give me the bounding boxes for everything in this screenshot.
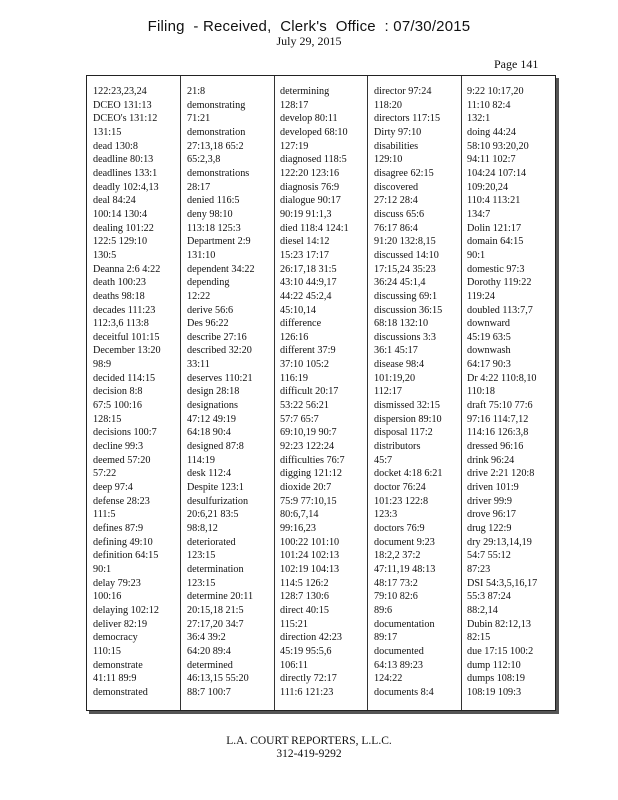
- index-entry: dump 112:10: [467, 659, 521, 671]
- index-entry: DCEO's 131:12: [93, 113, 158, 125]
- page-number: Page 141: [494, 57, 539, 71]
- index-entry: 11:10 82:4: [467, 99, 511, 111]
- index-entry: 98:9: [93, 359, 112, 371]
- index-entry: 122:5 129:10: [93, 236, 148, 248]
- index-entry: Dorothy 119:22: [467, 277, 532, 289]
- index-entry: 124:22: [374, 673, 403, 685]
- index-entry: 101:19,20: [374, 372, 416, 384]
- index-entry: determination: [187, 563, 244, 575]
- index-entry: dialogue 90:17: [280, 195, 341, 207]
- index-entry: downwash: [467, 345, 511, 357]
- index-entry: deaths 98:18: [93, 290, 145, 302]
- index-entry: 114:5 126:2: [280, 577, 329, 589]
- index-entry: domestic 97:3: [467, 263, 525, 275]
- page-header: [0, 18, 618, 49]
- index-entry: dumps 108:19: [467, 673, 526, 685]
- index-entry: deadline 80:13: [93, 154, 154, 166]
- index-entry: 20:15,18 21:5: [187, 604, 244, 616]
- index-entry: 106:11: [280, 659, 308, 671]
- index-entry: 36:24 45:1,4: [374, 277, 426, 289]
- index-column-2: [187, 85, 273, 700]
- index-entry: 130:5: [93, 249, 117, 261]
- index-entry: defining 49:10: [93, 536, 153, 548]
- index-column-3: [280, 85, 366, 700]
- index-entry: drink 96:24: [467, 454, 515, 466]
- column-divider: [180, 76, 181, 710]
- index-entry: 94:11 102:7: [467, 154, 516, 166]
- index-entry: determine 20:11: [187, 591, 254, 603]
- index-entry: doing 44:24: [467, 126, 516, 138]
- index-entry: 123:15: [187, 577, 216, 589]
- index-entry: 46:13,15 55:20: [187, 673, 249, 685]
- index-entry: 64:13 89:23: [374, 659, 423, 671]
- index-entry: deadlines 133:1: [93, 167, 158, 179]
- index-entry: dispersion 89:10: [374, 413, 442, 425]
- index-entry: directly 72:17: [280, 673, 337, 685]
- index-entry: 101:23 122:8: [374, 495, 429, 507]
- index-entry: document 9:23: [374, 536, 435, 548]
- index-entry: 128:17: [280, 99, 309, 111]
- index-entry: defines 87:9: [93, 523, 144, 534]
- index-entry: different 37:9: [280, 345, 336, 357]
- index-entry: 69:10,19 90:7: [280, 427, 337, 439]
- index-entry: deteriorated: [187, 536, 236, 548]
- index-entry: 44:22 45:2,4: [280, 290, 332, 302]
- index-entry: 57:7 65:7: [280, 413, 319, 425]
- index-entry: drove 96:17: [467, 509, 516, 521]
- index-entry: 76:17 86:4: [374, 222, 418, 234]
- index-entry: doctors 76:9: [374, 523, 425, 534]
- index-entry: doctor 76:24: [374, 482, 426, 494]
- index-entry: director 97:24: [374, 86, 432, 97]
- index-entry: 91:20 132:8,15: [374, 236, 436, 248]
- index-entry: docket 4:18 6:21: [374, 468, 443, 480]
- index-entry: diesel 14:12: [280, 236, 330, 248]
- index-entry: 58:10 93:20,20: [467, 140, 529, 152]
- index-entry: 110:18: [467, 386, 495, 398]
- index-entry: 111:5: [93, 509, 116, 521]
- index-entry: Despite 123:1: [187, 482, 244, 494]
- index-entry: 88:7 100:7: [187, 686, 231, 698]
- index-entry: depending: [187, 277, 230, 289]
- index-entry: delay 79:23: [93, 577, 141, 589]
- index-entry: denied 116:5: [187, 195, 240, 207]
- index-entry: 90:19 91:1,3: [280, 208, 332, 220]
- index-entry: 47:12 49:19: [187, 413, 236, 425]
- word-index-box: [86, 75, 556, 711]
- index-entry: derive 56:6: [187, 304, 234, 316]
- index-entry: 65:2,3,8: [187, 154, 221, 166]
- index-entry: 110:15: [93, 645, 121, 657]
- index-entry: dependent 34:22: [187, 263, 255, 275]
- reporter-phone: 312-419-9292: [276, 748, 342, 760]
- index-entry: 97:16 114:7,12: [467, 413, 529, 425]
- index-entry: 20:6,21 83:5: [187, 509, 239, 521]
- index-entry: decline 99:3: [93, 441, 144, 453]
- index-entry: 45:10,14: [280, 304, 316, 316]
- index-entry: 45:7: [374, 454, 393, 466]
- index-entry: Des 96:22: [187, 318, 229, 330]
- index-entry: 53:22 56:21: [280, 400, 329, 412]
- index-entry: 89:6: [374, 604, 393, 616]
- index-entry: 98:8,12: [187, 523, 218, 534]
- index-entry: direct 40:15: [280, 604, 329, 616]
- index-entry: democracy: [93, 632, 138, 644]
- index-entry: defense 28:23: [93, 495, 150, 507]
- index-entry: 119:24: [467, 290, 495, 302]
- index-entry: DCEO 131:13: [93, 99, 152, 111]
- index-entry: documented: [374, 645, 424, 657]
- index-entry: demonstrations: [187, 167, 250, 179]
- index-entry: deliver 82:19: [93, 618, 148, 630]
- index-entry: Dubin 82:12,13: [467, 618, 531, 630]
- index-entry: 75:9 77:10,15: [280, 495, 337, 507]
- index-entry: described 32:20: [187, 345, 252, 357]
- index-entry: 18:2,2 37:2: [374, 550, 421, 562]
- index-entry: 90:1: [467, 249, 486, 261]
- index-entry: diagnosed 118:5: [280, 154, 347, 166]
- index-entry: 128:7 130:6: [280, 591, 329, 603]
- index-entry: design 28:18: [187, 386, 240, 398]
- index-entry: 110:4 113:21: [467, 195, 521, 207]
- index-entry: drive 2:21 120:8: [467, 468, 535, 480]
- index-column-5: [467, 85, 553, 700]
- index-entry: deep 97:4: [93, 482, 133, 494]
- index-entry: 88:2,14: [467, 604, 498, 616]
- index-entry: Deanna 2:6 4:22: [93, 263, 161, 275]
- index-entry: 54:7 55:12: [467, 550, 511, 562]
- index-entry: determined: [187, 659, 233, 671]
- index-entry: draft 75:10 77:6: [467, 400, 533, 412]
- filing-stamp: Filing - Received, Clerk's Office : 07/30/2015: [147, 18, 471, 35]
- index-entry: 36:1 45:17: [374, 345, 418, 357]
- index-entry: 71:21: [187, 113, 211, 125]
- index-entry: 80:6,7,14: [280, 509, 319, 521]
- index-entry: diagnosis 76:9: [280, 181, 340, 193]
- index-entry: 47:11,19 48:13: [374, 563, 436, 575]
- index-entry: 102:19 104:13: [280, 563, 340, 575]
- index-entry: 27:17,20 34:7: [187, 618, 244, 630]
- index-entry: Department 2:9: [187, 236, 251, 248]
- index-entry: 33:11: [187, 359, 210, 371]
- index-entry: 101:24 102:13: [280, 550, 340, 562]
- index-entry: 108:19 109:3: [467, 686, 522, 698]
- index-entry: 127:19: [280, 140, 309, 152]
- index-entry: 27:12 28:4: [374, 195, 418, 207]
- index-entry: 41:11 89:9: [93, 673, 137, 685]
- index-entry: dressed 96:16: [467, 441, 524, 453]
- index-entry: 122:20 123:16: [280, 167, 340, 179]
- index-entry: 21:8: [187, 86, 206, 97]
- index-entry: difficulties 76:7: [280, 454, 345, 466]
- index-entry: 9:22 10:17,20: [467, 86, 524, 97]
- index-entry: 122:23,23,24: [93, 86, 147, 97]
- index-entry: deceitful 101:15: [93, 331, 160, 343]
- index-entry: 114:16 126:3,8: [467, 427, 529, 439]
- index-entry: discovered: [374, 181, 419, 193]
- index-entry: 109:20,24: [467, 181, 509, 193]
- index-entry: deny 98:10: [187, 208, 233, 220]
- index-entry: 112:3,6 113:8: [93, 318, 149, 330]
- index-entry: digging 121:12: [280, 468, 342, 480]
- index-entry: discussion 36:15: [374, 304, 443, 316]
- index-entry: deserves 110:21: [187, 372, 253, 384]
- index-entry: 64:20 89:4: [187, 645, 231, 657]
- index-entry: 27:13,18 65:2: [187, 140, 244, 152]
- index-entry: deal 84:24: [93, 195, 136, 207]
- index-column-4: [374, 85, 460, 700]
- index-entry: 45:19 63:5: [467, 331, 511, 343]
- index-entry: 64:18 90:4: [187, 427, 231, 439]
- index-entry: 126:16: [280, 331, 309, 343]
- index-column-1: [93, 85, 179, 700]
- index-entry: describe 27:16: [187, 331, 247, 343]
- index-entry: 100:14 130:4: [93, 208, 148, 220]
- index-entry: 99:16,23: [280, 523, 316, 534]
- index-entry: doubled 113:7,7: [467, 304, 533, 316]
- index-entry: 36:4 39:2: [187, 632, 226, 644]
- index-entry: 111:6 121:23: [280, 686, 334, 698]
- index-entry: 132:1: [467, 113, 491, 125]
- index-entry: death 100:23: [93, 277, 146, 289]
- index-entry: directors 117:15: [374, 113, 441, 125]
- index-entry: 100:16: [93, 591, 122, 603]
- index-entry: designed 87:8: [187, 441, 244, 453]
- index-entry: demonstrating: [187, 99, 246, 111]
- index-entry: 57:22: [93, 468, 117, 480]
- index-entry: 131:15: [93, 126, 122, 138]
- index-entry: 89:17: [374, 632, 398, 644]
- index-entry: 68:18 132:10: [374, 318, 429, 330]
- index-entry: 55:3 87:24: [467, 591, 511, 603]
- index-entry: 28:17: [187, 181, 211, 193]
- index-entry: dealing 101:22: [93, 222, 154, 234]
- index-entry: 113:18 125:3: [187, 222, 241, 234]
- index-entry: delaying 102:12: [93, 604, 159, 616]
- index-entry: dead 130:8: [93, 140, 138, 152]
- index-entry: developed 68:10: [280, 126, 348, 138]
- index-entry: 64:17 90:3: [467, 359, 511, 371]
- index-entry: dry 29:13,14,19: [467, 536, 532, 548]
- index-entry: DSI 54:3,5,16,17: [467, 577, 538, 589]
- index-entry: deemed 57:20: [93, 454, 151, 466]
- index-entry: decided 114:15: [93, 372, 156, 384]
- index-entry: Dolin 121:17: [467, 222, 522, 234]
- index-entry: desulfurization: [187, 495, 249, 507]
- index-entry: 15:23 17:17: [280, 249, 329, 261]
- index-entry: 112:17: [374, 386, 402, 398]
- column-divider: [367, 76, 368, 710]
- index-entry: 123:3: [374, 509, 398, 521]
- index-entry: dismissed 32:15: [374, 400, 440, 412]
- index-entry: 100:22 101:10: [280, 536, 340, 548]
- index-entry: disposal 117:2: [374, 427, 433, 439]
- index-entry: 104:24 107:14: [467, 167, 527, 179]
- index-entry: 45:19 95:5,6: [280, 645, 332, 657]
- index-entry: discussing 69:1: [374, 290, 438, 302]
- index-entry: desk 112:4: [187, 468, 232, 480]
- index-entry: direction 42:23: [280, 632, 342, 644]
- index-entry: 26:17,18 31:5: [280, 263, 337, 275]
- index-entry: designations: [187, 400, 238, 412]
- index-entry: discussions 3:3: [374, 331, 436, 343]
- index-entry: disease 98:4: [374, 359, 425, 371]
- index-entry: Dr 4:22 110:8,10: [467, 372, 537, 384]
- index-entry: due 17:15 100:2: [467, 645, 534, 657]
- index-entry: discussed 14:10: [374, 249, 439, 261]
- index-entry: dioxide 20:7: [280, 482, 332, 494]
- index-entry: 123:15: [187, 550, 216, 562]
- index-entry: December 13:20: [93, 345, 161, 357]
- index-entry: documents 8:4: [374, 686, 434, 698]
- index-entry: 92:23 122:24: [280, 441, 335, 453]
- index-entry: deadly 102:4,13: [93, 181, 159, 193]
- index-entry: demonstrate: [93, 659, 143, 671]
- index-entry: 12:22: [187, 290, 211, 302]
- index-entry: determining: [280, 86, 330, 97]
- index-entry: driven 101:9: [467, 482, 519, 494]
- index-entry: difficult 20:17: [280, 386, 339, 398]
- index-entry: definition 64:15: [93, 550, 159, 562]
- index-entry: domain 64:15: [467, 236, 524, 248]
- index-entry: decisions 100:7: [93, 427, 157, 439]
- index-entry: 87:23: [467, 563, 491, 575]
- index-entry: disabilities: [374, 140, 419, 152]
- index-entry: documentation: [374, 618, 435, 630]
- index-entry: 129:10: [374, 154, 403, 166]
- index-entry: driver 99:9: [467, 495, 512, 507]
- transcript-date: July 29, 2015: [276, 34, 342, 48]
- index-entry: 90:1: [93, 563, 112, 575]
- index-entry: distributors: [374, 441, 421, 453]
- index-entry: difference: [280, 318, 322, 330]
- index-entry: 116:19: [280, 372, 308, 384]
- index-entry: 128:15: [93, 413, 122, 425]
- index-entry: 37:10 105:2: [280, 359, 329, 371]
- index-entry: disagree 62:15: [374, 167, 434, 179]
- index-entry: 17:15,24 35:23: [374, 263, 436, 275]
- index-entry: develop 80:11: [280, 113, 338, 125]
- index-entry: discuss 65:6: [374, 208, 425, 220]
- reporter-company: L.A. COURT REPORTERS, L.L.C.: [226, 735, 392, 747]
- index-entry: drug 122:9: [467, 523, 512, 534]
- index-entry: decision 8:8: [93, 386, 143, 398]
- index-entry: 131:10: [187, 249, 216, 261]
- index-entry: 115:21: [280, 618, 308, 630]
- index-entry: 48:17 73:2: [374, 577, 418, 589]
- index-entry: demonstration: [187, 126, 246, 138]
- index-entry: 134:7: [467, 208, 491, 220]
- index-entry: 118:20: [374, 99, 402, 111]
- index-entry: died 118:4 124:1: [280, 222, 349, 234]
- index-entry: downward: [467, 318, 511, 330]
- index-entry: demonstrated: [93, 686, 148, 698]
- index-entry: Dirty 97:10: [374, 126, 422, 138]
- index-entry: 114:19: [187, 454, 215, 466]
- index-entry: 43:10 44:9,17: [280, 277, 337, 289]
- index-entry: decades 111:23: [93, 304, 156, 316]
- index-entry: 79:10 82:6: [374, 591, 418, 603]
- page-footer: [0, 735, 618, 761]
- index-entry: 82:15: [467, 632, 491, 644]
- column-divider: [274, 76, 275, 710]
- index-entry: 67:5 100:16: [93, 400, 142, 412]
- column-divider: [461, 76, 462, 710]
